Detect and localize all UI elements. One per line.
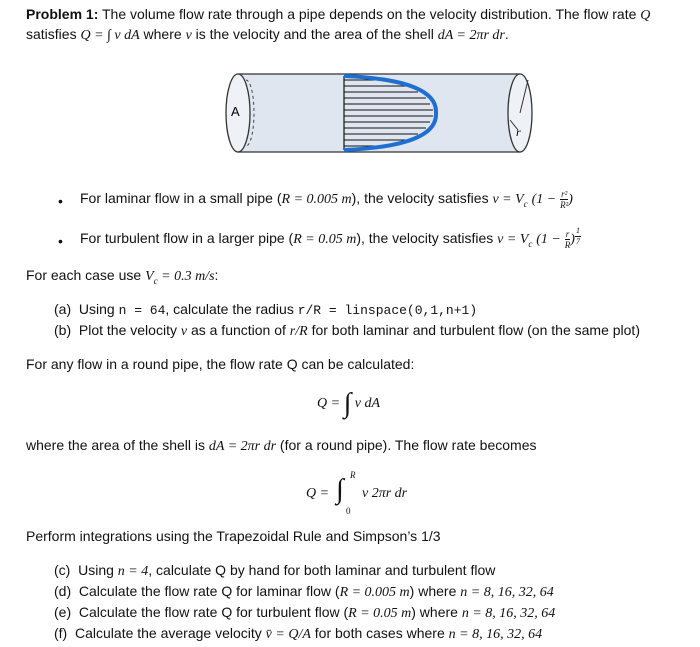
case-end: : xyxy=(214,267,219,283)
intro-dA: dA = 2πr dr xyxy=(437,28,505,43)
round-pipe-eq-left: Q = xyxy=(317,396,341,412)
case-sub: c xyxy=(153,275,158,286)
round-pipe-eq-right: v dA xyxy=(354,396,380,412)
intro-text-3: where xyxy=(139,26,186,42)
task-e-n: n = 8, 16, 32, 64 xyxy=(461,606,556,621)
perform-text: Perform integrations using the Trapezoidal Rule and Simpson’s 1/3 xyxy=(26,528,441,544)
turb-exponent xyxy=(575,226,581,247)
task-d-text2: ) where xyxy=(409,583,461,599)
problem-intro-line-2 xyxy=(26,26,509,44)
laminar-den: R² xyxy=(560,199,569,210)
pipe-diagram xyxy=(210,68,540,158)
case-rest: = 0.3 m/s xyxy=(157,269,215,284)
intro-text-1: The volume flow rate through a pipe depends on the velocity distribution. The flow rate xyxy=(102,6,641,22)
round-pipe-equation xyxy=(317,388,380,420)
bullet-laminar xyxy=(80,186,573,216)
task-d-R: R = 0.005 m xyxy=(339,585,410,600)
diagram-label-a: A xyxy=(231,104,240,119)
laminar-num: r² xyxy=(561,188,568,199)
turb-den: R xyxy=(564,239,571,250)
task-d-text1: Calculate the flow rate Q for laminar flow ( xyxy=(78,583,340,599)
intro-q: Q xyxy=(640,8,651,23)
task-b xyxy=(54,322,640,340)
intro-text-2: satisfies xyxy=(26,26,81,42)
task-a-text2: , calculate the radius xyxy=(165,301,298,317)
task-f-text2: for both cases where xyxy=(310,625,449,641)
task-a xyxy=(54,301,477,318)
task-a-code1: n = 64 xyxy=(118,303,166,318)
integral-sign: ∫ xyxy=(343,388,352,419)
turb-eq: v = V xyxy=(497,232,529,247)
task-d xyxy=(54,583,554,601)
task-b-text1: Plot the velocity xyxy=(78,322,181,338)
shell-eq: dA = 2πr dr xyxy=(208,439,277,454)
task-b-label: (b) xyxy=(54,322,72,338)
case-eq: V xyxy=(145,269,154,284)
task-f-text1: Calculate the average velocity xyxy=(75,625,266,641)
intro-formula: Q = ∫ v dA xyxy=(80,28,140,43)
laminar-text: For laminar flow in a small pipe ( xyxy=(80,190,282,206)
task-f-eq: v̄ = Q/A xyxy=(265,627,311,642)
bullet-dot-1: • xyxy=(58,193,63,209)
task-e-R: R = 0.05 m xyxy=(348,606,412,621)
laminar-one: (1 − xyxy=(531,192,557,207)
turb-num: r xyxy=(565,228,570,239)
task-c-label: (c) xyxy=(54,562,71,578)
turb-close: ) xyxy=(570,232,575,247)
turb-exp-num: 1 xyxy=(575,226,580,235)
task-a-code2: r/R = linspace(0,1,n+1) xyxy=(297,303,478,318)
bullet-dot-2: • xyxy=(58,233,63,249)
task-e-text2: ) where xyxy=(411,604,462,620)
case-text: For each case use xyxy=(26,267,146,283)
shell-text1: where the area of the shell is xyxy=(26,437,209,453)
task-b-text3: for both laminar and turbulent flow (on the same plot) xyxy=(307,322,640,338)
shell-text2: (for a round pipe). The flow rate becomes xyxy=(276,437,537,453)
task-a-text1: Using xyxy=(78,301,119,317)
intro-text-4: is the velocity and the area of the shell xyxy=(191,26,438,42)
problem-label: Problem 1: xyxy=(26,6,99,22)
int-upper: R xyxy=(350,470,356,480)
task-f-n: n = 8, 16, 32, 64 xyxy=(448,627,543,642)
definite-integral-sign: ∫ xyxy=(336,474,344,505)
task-c-text1: Using xyxy=(78,562,118,578)
task-d-n: n = 8, 16, 32, 64 xyxy=(460,585,554,600)
task-e-text1: Calculate the flow rate Q for turbulent flow ( xyxy=(78,604,349,620)
turb-R: R = 0.05 m xyxy=(293,232,357,247)
task-c-n: n = 4 xyxy=(117,564,149,579)
task-e-label: (e) xyxy=(54,604,72,620)
laminar-mid: ), the velocity satisfies xyxy=(351,190,493,206)
case-line xyxy=(26,267,218,286)
problem-intro-line-1 xyxy=(26,6,650,24)
task-b-text2: as a function of xyxy=(187,322,290,338)
laminar-eq: v = V xyxy=(492,192,524,207)
task-a-label: (a) xyxy=(54,301,72,317)
int-lower: 0 xyxy=(346,506,351,516)
task-f-label: (f) xyxy=(54,625,68,641)
shell-text xyxy=(26,437,536,455)
round-pipe-text: For any flow in a round pipe, the flow rate Q can be calculated: xyxy=(26,356,415,372)
laminar-R: R = 0.005 m xyxy=(281,192,352,207)
laminar-close: ) xyxy=(568,192,573,207)
bullet-turbulent xyxy=(80,226,581,256)
task-b-v: v xyxy=(180,324,188,339)
turb-one: (1 − xyxy=(536,232,561,247)
turb-sub: c xyxy=(528,238,533,249)
intro-v: v xyxy=(185,28,192,43)
task-f xyxy=(54,625,542,643)
int-left: Q = xyxy=(306,486,330,501)
laminar-sub: c xyxy=(523,198,528,209)
task-c-text2: , calculate Q by hand for both laminar and turbulent flow xyxy=(148,562,496,578)
turb-exp-den: 7 xyxy=(575,237,580,246)
task-e xyxy=(54,604,555,622)
diagram-label-r: r xyxy=(516,125,521,139)
turb-mid: ), the velocity satisfies xyxy=(356,230,498,246)
task-b-rR: r/R xyxy=(289,324,308,339)
intro-end: . xyxy=(504,26,509,42)
turb-text: For turbulent flow in a larger pipe ( xyxy=(80,230,294,246)
int-right: v 2πr dr xyxy=(362,486,408,501)
task-d-label: (d) xyxy=(54,583,72,599)
task-c xyxy=(54,562,495,580)
